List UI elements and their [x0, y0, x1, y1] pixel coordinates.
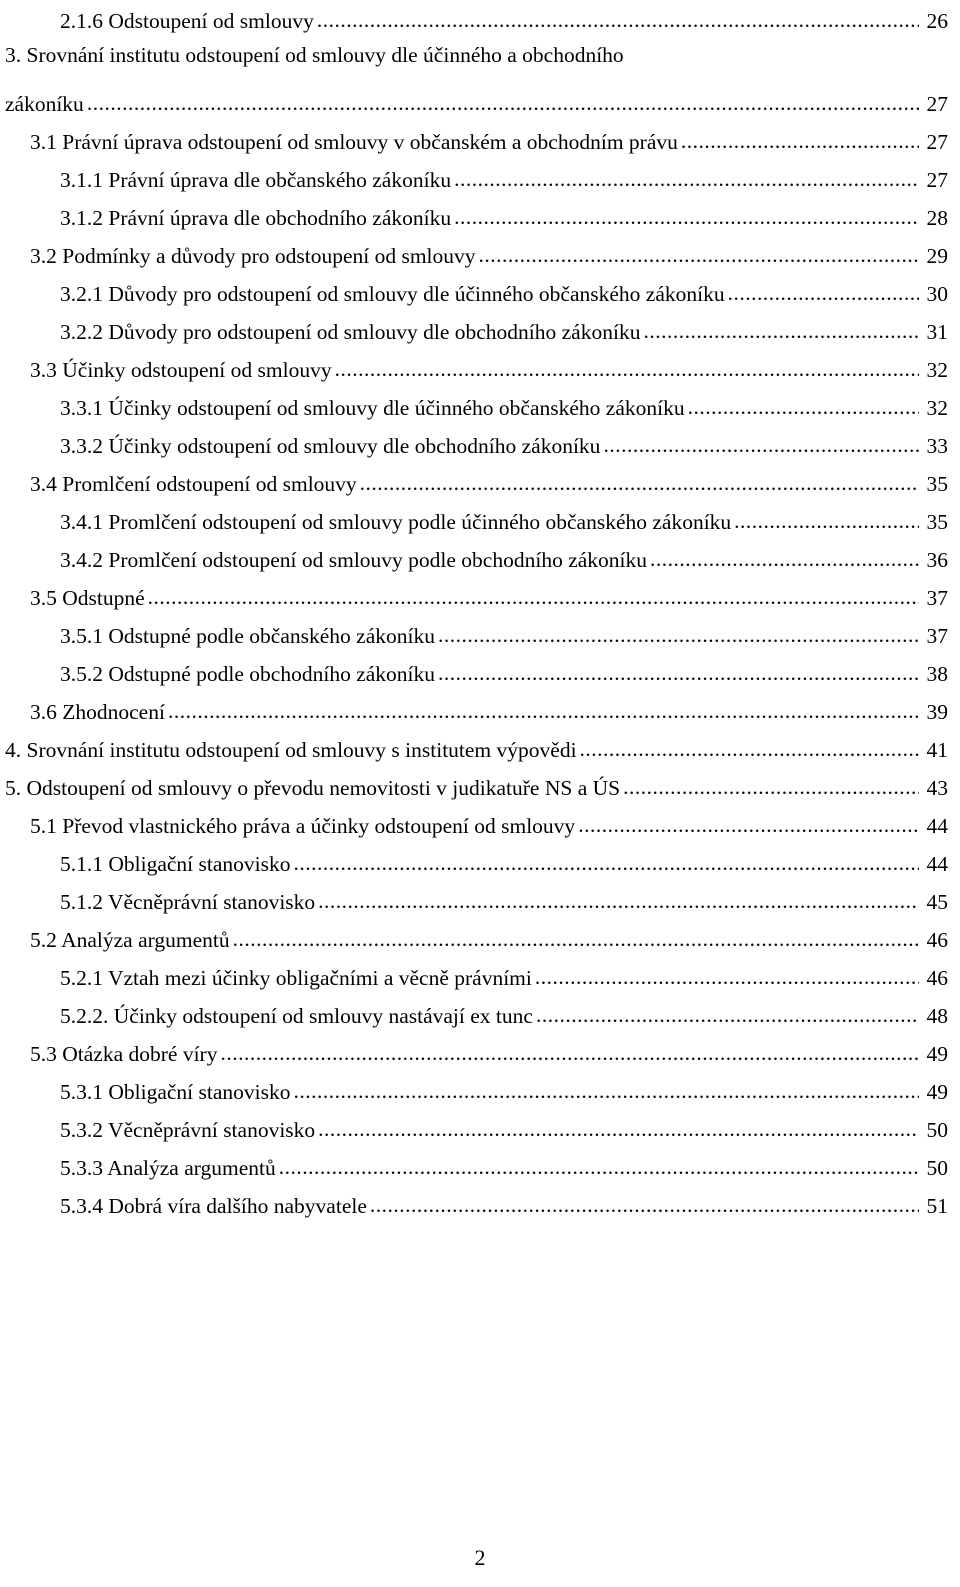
toc-entry-page: 39: [926, 699, 948, 724]
toc-entry-title: 3.2.1 Důvody pro odstoupení od smlouvy dle účinného občanského zákoníku: [60, 281, 725, 306]
toc-leader: [317, 10, 919, 32]
toc-entry-page: 49: [926, 1079, 948, 1104]
toc-entry[interactable]: [30, 801, 948, 837]
toc-entry[interactable]: [60, 421, 948, 457]
toc-entry-title: 5.1.1 Obligační stanovisko: [60, 851, 291, 876]
toc-entry[interactable]: [60, 0, 948, 32]
toc-entry-title: 5.1 Převod vlastnického práva a účinky odstoupení od smlouvy: [30, 813, 576, 838]
toc-entry-title: 5.2.1 Vztah mezi účinky obligačními a věcně právními: [60, 965, 532, 990]
toc-entry-page: 46: [926, 965, 948, 990]
toc-leader: [438, 663, 918, 685]
toc-leader: [233, 929, 919, 951]
toc-leader: [734, 511, 918, 533]
toc-leader: [728, 283, 919, 305]
toc-entry[interactable]: [60, 1181, 948, 1217]
toc-leader: [454, 169, 918, 191]
toc-leader: [370, 1195, 919, 1217]
toc-leader: [87, 93, 919, 115]
toc-entry-page: 31: [926, 319, 948, 344]
toc-entry-title: 5.3.3 Analýza argumentů: [60, 1155, 276, 1180]
toc-entry-page: 27: [926, 129, 948, 154]
toc-entry-page: 51: [926, 1193, 948, 1218]
toc-entry[interactable]: [60, 155, 948, 191]
toc-entry[interactable]: [30, 117, 948, 153]
toc-entry-title: 5.2 Analýza argumentů: [30, 927, 230, 952]
toc-entry-title: 3.5 Odstupné: [30, 585, 145, 610]
toc-leader: [578, 815, 918, 837]
toc-entry[interactable]: [60, 1143, 948, 1179]
toc-entry-title: 5. Odstoupení od smlouvy o převodu nemovitosti v judikatuře NS a ÚS: [5, 775, 621, 800]
toc-entry[interactable]: [60, 953, 948, 989]
toc-entry-page: 30: [926, 281, 948, 306]
toc-entry-page: 44: [926, 851, 948, 876]
toc-entry-title: 5.1.2 Věcněprávní stanovisko: [60, 889, 316, 914]
toc-entry[interactable]: [60, 991, 948, 1027]
toc-entry[interactable]: [30, 915, 948, 951]
toc-entry[interactable]: [60, 1067, 948, 1103]
toc-leader: [438, 625, 919, 647]
toc-entry-title: 3.3.1 Účinky odstoupení od smlouvy dle účinného občanského zákoníku: [60, 395, 685, 420]
toc-leader: [580, 739, 919, 761]
toc-entry-title: 5.3 Otázka dobré víry: [30, 1041, 218, 1066]
toc-entry[interactable]: [30, 231, 948, 267]
toc-entry-title: 3.3.2 Účinky odstoupení od smlouvy dle obchodního zákoníku: [60, 433, 601, 458]
toc-entry[interactable]: [60, 307, 948, 343]
toc-entry-title: 2.1.6 Odstoupení od smlouvy: [60, 8, 314, 33]
page-number: 2: [474, 1545, 486, 1570]
toc-entry-title: 3.4.2 Promlčení odstoupení od smlouvy podle obchodního zákoníku: [60, 547, 648, 572]
toc-leader: [688, 397, 919, 419]
toc-entry[interactable]: [60, 269, 948, 305]
toc-leader: [318, 1119, 918, 1141]
toc-entry[interactable]: [60, 383, 948, 419]
toc-entry-title: 3.3 Účinky odstoupení od smlouvy: [30, 357, 332, 382]
toc-leader: [279, 1157, 919, 1179]
toc-entry-page: 37: [926, 623, 948, 648]
toc-entry-title: 5.3.4 Dobrá víra dalšího nabyvatele: [60, 1193, 367, 1218]
toc-entry-page: 44: [926, 813, 948, 838]
toc-leader: [603, 435, 918, 457]
toc-entry-title: 3.4 Promlčení odstoupení od smlouvy: [30, 471, 357, 496]
toc-entry-title: 5.3.1 Obligační stanovisko: [60, 1079, 291, 1104]
toc-entry-page: 27: [926, 167, 948, 192]
toc-entry-title-line1[interactable]: 3. Srovnání institutu odstoupení od smlouvy dle účinného a obchodního: [5, 43, 624, 67]
toc-leader: [220, 1043, 918, 1065]
toc-entry-page: 38: [926, 661, 948, 686]
toc-entry-page: 48: [926, 1003, 948, 1028]
toc-leader: [294, 1081, 919, 1103]
toc-entry-title: 5.3.2 Věcněprávní stanovisko: [60, 1117, 316, 1142]
toc-entry-page: 32: [926, 357, 948, 382]
toc-entry-page: 46: [926, 927, 948, 952]
toc-entry-title: 3.2.2 Důvody pro odstoupení od smlouvy dle obchodního zákoníku: [60, 319, 641, 344]
toc-entry-title: 3.4.1 Promlčení odstoupení od smlouvy podle účinného občanského zákoníku: [60, 509, 732, 534]
toc-leader: [623, 777, 918, 799]
toc-entry-page: 49: [926, 1041, 948, 1066]
toc-entry[interactable]: [5, 79, 948, 115]
toc-entry[interactable]: [30, 459, 948, 495]
toc-entry-page: 36: [926, 547, 948, 572]
toc-entry[interactable]: [30, 573, 948, 609]
toc-leader: [643, 321, 918, 343]
toc-entry[interactable]: [30, 1029, 948, 1065]
toc-entry[interactable]: [5, 725, 948, 761]
toc-entry[interactable]: [60, 877, 948, 913]
toc-entry-title: 3.2 Podmínky a důvody pro odstoupení od smlouvy: [30, 243, 476, 268]
toc-entry-page: 41: [926, 737, 948, 762]
toc-entry-title: zákoníku: [5, 91, 84, 116]
toc-entry-page: 45: [926, 889, 948, 914]
toc-entry-page: 37: [926, 585, 948, 610]
toc-entry-page: 29: [926, 243, 948, 268]
toc-entry-title: 3.5.1 Odstupné podle občanského zákoníku: [60, 623, 435, 648]
toc-leader: [681, 131, 919, 153]
toc-entry-title: 5.2.2. Účinky odstoupení od smlouvy nastávají ex tunc: [60, 1003, 533, 1028]
toc-entry-title: 3.1.1 Právní úprava dle občanského zákoníku: [60, 167, 452, 192]
toc-leader: [479, 245, 919, 267]
toc-entry[interactable]: [30, 345, 948, 381]
toc-leader: [536, 1005, 919, 1027]
toc-leader: [335, 359, 919, 381]
toc-leader: [148, 587, 919, 609]
toc-entry-page: 28: [926, 205, 948, 230]
toc-entry-page: 50: [926, 1155, 948, 1180]
toc-entry-page: 43: [926, 775, 948, 800]
toc-entry[interactable]: [60, 535, 948, 571]
toc-leader: [318, 891, 918, 913]
toc-entry-page: 35: [926, 471, 948, 496]
toc-leader: [650, 549, 918, 571]
toc-entry-page: 32: [926, 395, 948, 420]
toc-entry-page: 27: [926, 91, 948, 116]
toc-entry[interactable]: [5, 763, 948, 799]
toc-entry[interactable]: [60, 839, 948, 875]
toc-leader: [454, 207, 918, 229]
toc-entry-title: 4. Srovnání institutu odstoupení od smlouvy s institutem výpovědi: [5, 737, 577, 762]
toc-entry-page: 26: [926, 8, 948, 33]
toc-entry-title: 3.5.2 Odstupné podle obchodního zákoníku: [60, 661, 436, 686]
toc-entry[interactable]: [60, 193, 948, 229]
toc-leader: [535, 967, 919, 989]
toc-entry[interactable]: [60, 497, 948, 533]
toc-entry-page: 50: [926, 1117, 948, 1142]
toc-leader: [360, 473, 919, 495]
toc-entry-page: 35: [926, 509, 948, 534]
toc-leader: [168, 701, 919, 723]
toc-entry[interactable]: [60, 611, 948, 647]
toc-entry[interactable]: [60, 649, 948, 685]
toc-entry-title: 3.6 Zhodnocení: [30, 699, 165, 724]
toc-entry[interactable]: [30, 687, 948, 723]
toc-entry-page: 33: [926, 433, 948, 458]
toc-leader: [294, 853, 919, 875]
toc-entry-title: 3.1 Právní úprava odstoupení od smlouvy v občanském a obchodním právu: [30, 129, 678, 154]
toc-entry[interactable]: [60, 1105, 948, 1141]
toc-entry-title: 3.1.2 Právní úprava dle obchodního zákoníku: [60, 205, 452, 230]
